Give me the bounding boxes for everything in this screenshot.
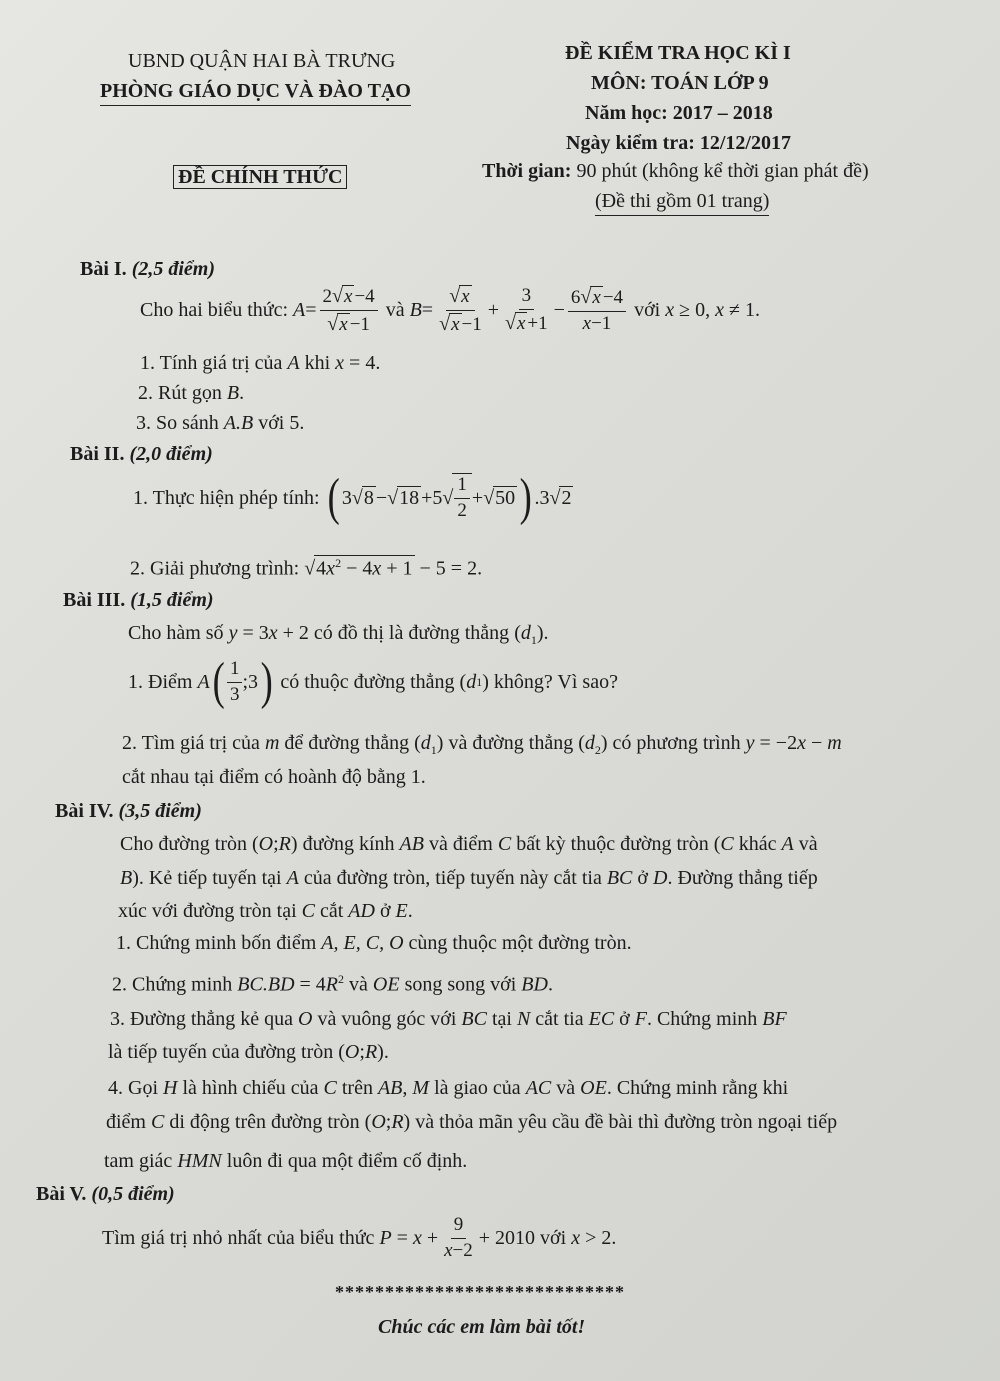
bai4-q2: 2. Chứng minh $BC.BD = 4R^2$ và OE song song với BD. — [112, 972, 553, 996]
bai4-l2: B). Kẻ tiếp tuyến tại A của đường tròn, tiếp tuyến này cắt tia BC ở D. Đường thẳng tiếp — [120, 867, 818, 889]
official-label: ĐỀ CHÍNH THỨC — [173, 166, 347, 189]
bai1-q1: 1. Tính giá trị của A khi x = 4. — [140, 352, 381, 374]
bai3-title: Bài III. (1,5 điểm) — [63, 589, 214, 611]
closing-wish: Chúc các em làm bài tốt! — [378, 1316, 586, 1338]
bai4-q1: 1. Chứng minh bốn điểm A, E, C, O cùng thuộc một đường tròn. — [116, 932, 632, 954]
school-year: Năm học: 2017 – 2018 — [585, 102, 773, 124]
bai1-q3: 3. So sánh A.B với 5. — [136, 412, 305, 434]
exam-title: ĐỀ KIỂM TRA HỌC KÌ I — [565, 42, 791, 64]
district-name: UBND QUẬN HAI BÀ TRƯNG — [128, 50, 396, 72]
exam-date: Ngày kiểm tra: 12/12/2017 — [566, 132, 791, 154]
bai4-q4: 4. Gọi H là hình chiếu của C trên AB, M là giao của AC và OE. Chứng minh rằng khi — [108, 1077, 789, 1099]
bai4-q4-cont1: điểm C di động trên đường tròn (O;R) và thỏa mãn yêu cầu đề bài thì đường tròn ngoại tiếp — [106, 1111, 838, 1133]
bai1-expressions: Cho hai biểu thức: A = $\frac{2√x -4}{√x -1}$ và B = $\frac{√x}{√x -1}$ + $\frac{3}{√x +1}$ − $\frac{6√x -4}{x-1}$ với x ≥ 0, x ≠ 1. — [140, 285, 760, 335]
bai4-l1: Cho đường tròn (O;R) đường kính AB và điểm C bất kỳ thuộc đường tròn (C khác A và — [120, 833, 818, 855]
subject: MÔN: TOÁN LỚP 9 — [591, 72, 769, 94]
page-count: (Đề thi gồm 01 trang) — [595, 190, 769, 216]
bai1-q2: 2. Rút gọn B. — [138, 382, 245, 404]
bai2-q1: 1. Thực hiện phép tính: ( 3 √ 8 − √ 18 +5 √ $\frac{1}{2}$ + √ 50 ) .3 √ 2 — [133, 469, 572, 526]
bai4-q4-cont2: tam giác HMN luôn đi qua một điểm cố định. — [104, 1150, 468, 1172]
divider-stars: ***************************** — [335, 1282, 625, 1302]
bai5-title: Bài V. (0,5 điểm) — [36, 1183, 175, 1205]
bai2-title: Bài II. (2,0 điểm) — [70, 443, 213, 465]
bai3-q2: 2. Tìm giá trị của m để đường thẳng $(d_1)$ và đường thẳng $(d_2)$ có phương trình y = −2x − m — [122, 732, 842, 757]
bai4-title: Bài IV. (3,5 điểm) — [55, 800, 202, 822]
bai4-q3: 3. Đường thẳng kẻ qua O và vuông góc với BC tại N cắt tia EC ở F. Chứng minh BF — [110, 1008, 787, 1030]
bai1-title: Bài I. (2,5 điểm) — [80, 258, 215, 280]
bai2-q2: 2. Giải phương trình: $√4x^2 - 4x + 1 - 5 = 2$. — [130, 556, 483, 580]
bai3-q1: 1. Điểm A ( $\frac{1}{3}$ ;3 ) có thuộc đường thẳng ( d 1 ) không? Vì sao? — [128, 653, 618, 710]
exam-time: Thời gian: 90 phút (không kể thời gian phát đề) — [482, 160, 869, 182]
bai4-q3-cont: là tiếp tuyến của đường tròn (O;R). — [108, 1041, 389, 1063]
bai3-intro: Cho hàm số y = 3x + 2 có đồ thị là đường thẳng $(d_1)$. — [128, 622, 549, 647]
bai3-q2-cont: cắt nhau tại điểm có hoành độ bằng 1. — [122, 766, 426, 788]
bai4-l3: xúc với đường tròn tại C cắt AD ở E. — [118, 900, 413, 922]
department-name: PHÒNG GIÁO DỤC VÀ ĐÀO TẠO — [100, 80, 411, 106]
bai5-expression: Tìm giá trị nhỏ nhất của biểu thức P = x + $\frac{9}{x-2}$ + 2010 với x > 2. — [102, 1214, 617, 1261]
